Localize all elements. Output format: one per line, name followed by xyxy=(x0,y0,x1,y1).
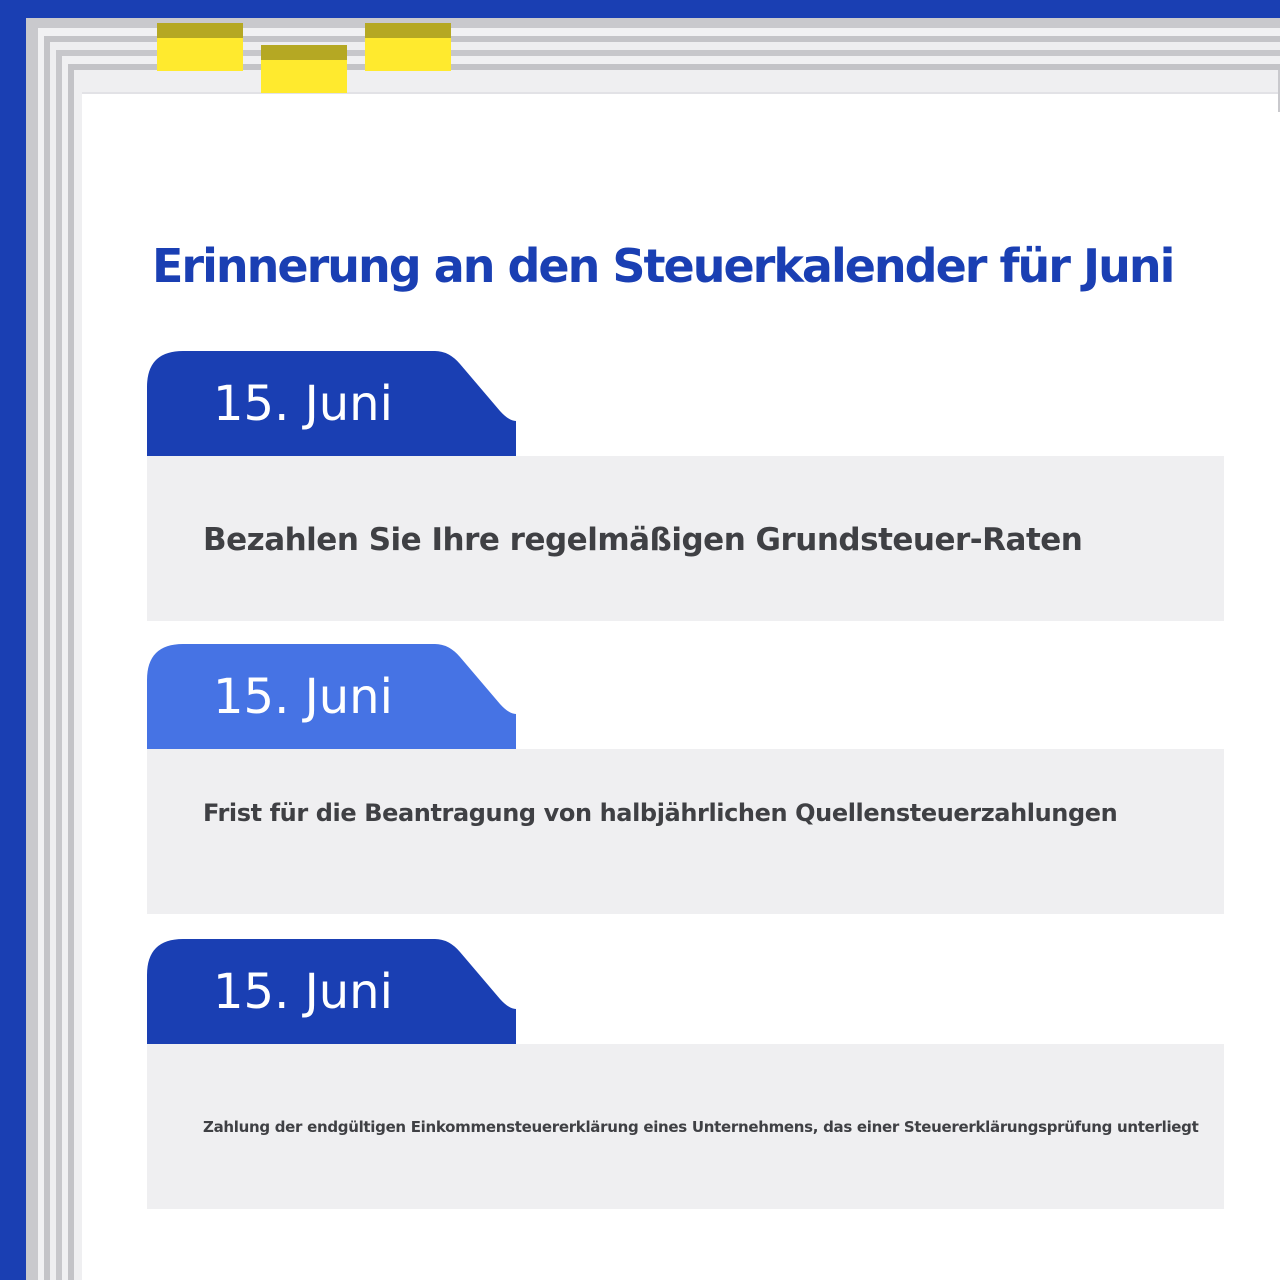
tape-strip-3 xyxy=(365,23,451,71)
date-tab-3 xyxy=(147,939,516,1046)
date-label-3: 15. Juni xyxy=(213,964,393,1020)
date-label-1: 15. Juni xyxy=(213,376,393,432)
item-text-1: Bezahlen Sie Ihre regelmäßigen Grundsteuer-Raten xyxy=(203,522,1083,558)
page-title: Erinnerung an den Steuerkalender für Juni xyxy=(152,239,1174,293)
tape-strip-1 xyxy=(157,23,243,71)
date-label-2: 15. Juni xyxy=(213,669,393,725)
date-tab-2 xyxy=(147,644,516,751)
tape-strip-2 xyxy=(261,45,347,93)
item-text-2: Frist für die Beantragung von halbjährlichen Quellensteuerzahlungen xyxy=(203,799,1118,827)
card-body-1 xyxy=(147,456,1224,621)
card-body-2 xyxy=(147,749,1224,914)
card-body-3 xyxy=(147,1044,1224,1209)
date-tab-1 xyxy=(147,351,516,458)
item-text-3: Zahlung der endgültigen Einkommensteuererklärung eines Unternehmens, das einer Steuererklärungsprüfung unterliegt xyxy=(203,1118,1199,1136)
